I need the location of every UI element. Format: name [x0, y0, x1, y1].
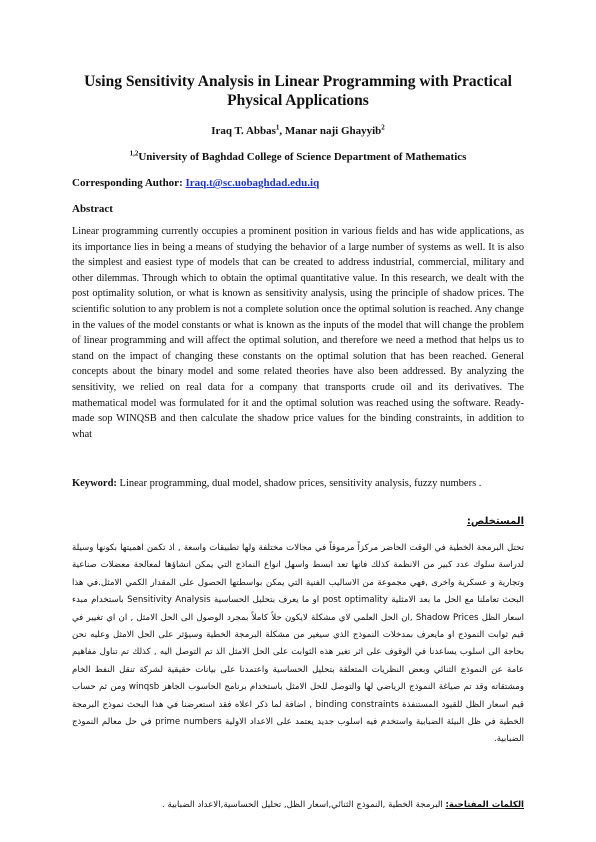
author-1-marker: 1 [275, 123, 280, 132]
author-1-name: Iraq T. Abbas [211, 125, 276, 137]
author-separator: , [279, 125, 285, 137]
affiliation [0, 151, 596, 163]
affiliation-text: University of Baghdad College of Science Department of Mathematics [138, 151, 467, 163]
keywords [72, 476, 524, 492]
arabic-abstract-heading: المستخلص: [466, 516, 524, 527]
author-2-name: Manar naji Ghayyib [284, 125, 382, 137]
author-line [0, 125, 596, 137]
arabic-keywords-text: البرمجة الخطية ,النموذج الثنائي,اسعار الظل, تحليل الحساسية,الاعداد الضبابية . [162, 800, 446, 810]
abstract-text: Linear programming currently occupies a prominent position in various fields and has wide applications, as its importance lies in being a means of studying the behavior of a large number of systems as well. It is also the simplest and easiest type of models that can be created to address industrial, commercial, military and other dilemmas. Through which to obtain the optimal quantitative value. In this research, we dealt with the post optimality solution, or what is known as sensitivity analysis, using the principle of shadow prices. The scientific solution to any problem is not a complete solution once the optimal solution is reached. Any change in the values of the model constants or what is known as the inputs of the model that will change the problem of linear programming and will affect the optimal solution, and therefore we need a method that helps us to stand on the impact of changing these constants on the optimal solution that has been reached. General concepts about the binary model and some related theories have also been addressed. By analyzing the sensitivity, we relied on real data for a company that transports crude oil and its derivatives. The mathematical model was formulated for it and the optimal solution was reached using the software. Ready-made sop WINQSB and then calculate the shadow price values for the binding constraints, in addition to what [72, 226, 524, 440]
corresponding-label: Corresponding Author: [72, 177, 183, 189]
author-2-marker: 2 [381, 123, 385, 132]
keywords-text: Linear programming, dual model, shadow prices, sensitivity analysis, fuzzy numbers . [116, 478, 482, 489]
arabic-abstract-text: تحتل البرمجة الخطية في الوقت الحاضر مركزاً مرموقاً في مجالات مختلفة ولها تطبيقات واسعة , اذ تكمن اهميتها بكونها وسيلة لدراسة سلوك عدد كبير من الانظمة كذلك فانها تعد ابسط واسهل انواع النماذج التي يمكن انشاؤها لمعالجة معضلات صناعية وتجارية و عسكرية واخرى ,فهي مجموعة من الاساليب الفنية التي يمكن بواسطتها الحصول على المقدار الكمي الامثل.في هذا البحث تعاملنا مع الحل ما بعد الامثلية post optimality او ما يعرف بتحليل الحساسية Sensitivity Analysis باستخدام مبدء اسعار الظل Shadow Prices ,ان الحل العلمي لاي مشكلة لايكون حلاً كاملاً بمجرد الوصول الى الحل الامثل , ان اي تغيير في قيم ثوابت النموذج او مايعرف بمدخلات النموذج الذي سيغير من مشكلة البرمجة الخطية وسيؤثر على الحل الامثل وعليه نحن بحاجة الى اسلوب يساعدنا في الوقوف على اثر تغير هذه الثوابت على الحل الامثل الذ تم التوصل اليه , كذلك تم تناول مفاهيم عامة عن النموذج الثنائي وبعض النظريات المتعلقة بتحليل الحساسية واعتمدنا على بيانات حقيقية لشركة تنقل النفط الخام ومشتقاته وقد تم صياغة النموذج الرياضي لها والتوصل للحل الامثل باستخدام برنامج الحاسوب الجاهز winqsb ومن ثم حساب قيم اسعار الظل للقيود المستنفذة binding constraints , اضافة لما ذكر اعلاه فقد استعرضنا في هذا البحث نموذج البرمجة الخطية في ظل البيئة الضبابية واستخدم فيه اسلوب جديد يعتمد على الاعداد الاولية prime numbers في حل معالم النموذج الضبابية. [72, 543, 524, 745]
arabic-keywords-label: الكلمات المفتاحية: [445, 800, 524, 810]
affiliation-marker: 1,2 [129, 149, 139, 158]
keywords-label: Keyword: [72, 478, 117, 489]
paper-title: Using Sensitivity Analysis in Linear Programming with Practical Physical Applications [84, 73, 512, 109]
arabic-keywords [72, 798, 524, 812]
corresponding-email-link[interactable]: Iraq.t@sc.uobaghdad.edu.iq [185, 177, 320, 189]
abstract-heading: Abstract [72, 203, 113, 215]
corresponding-author [72, 177, 319, 189]
